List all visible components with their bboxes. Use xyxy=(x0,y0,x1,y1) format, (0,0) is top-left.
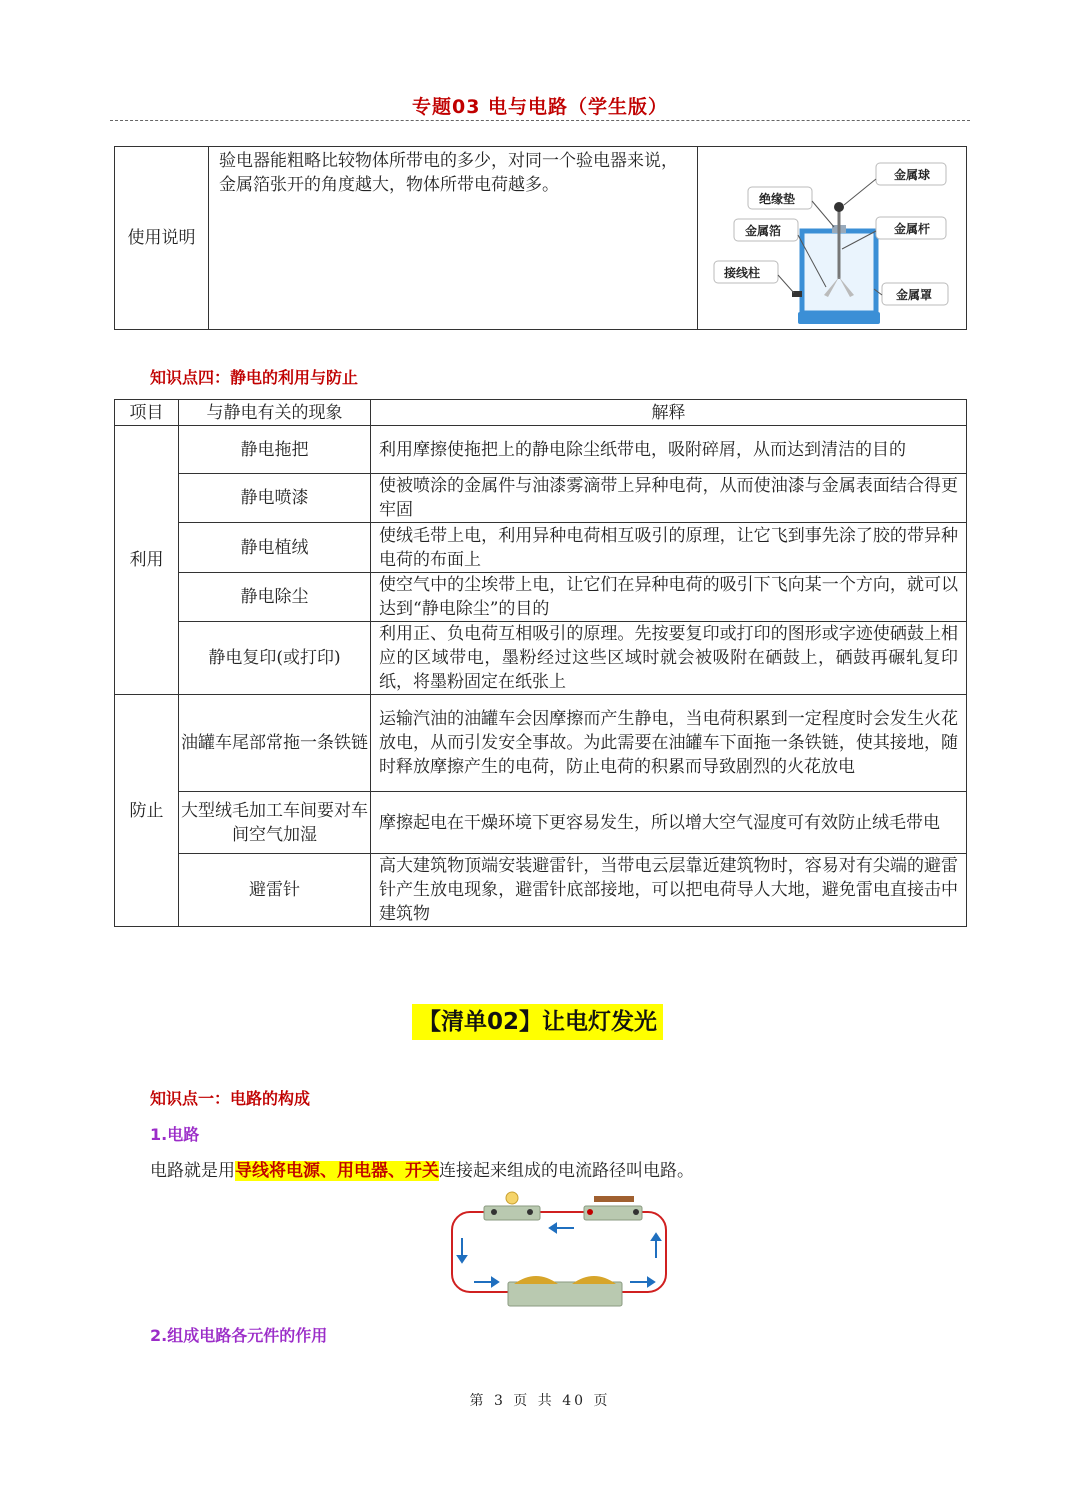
electroscope-diagram xyxy=(698,149,966,327)
table-row xyxy=(115,792,967,854)
group-use: 利用 xyxy=(115,426,179,695)
usage-label: 使用说明 xyxy=(115,147,209,330)
table-row xyxy=(115,622,967,695)
table-row xyxy=(115,854,967,927)
phenomenon-cell: 避雷针 xyxy=(179,854,371,927)
explanation-cell: 利用正、负电荷互相吸引的原理。先按要复印或打印的图形或字迹使硒鼓上相应的区域带电，墨粉经过这些区域时就会被吸附在硒鼓上，硒鼓再碾轧复印纸，将墨粉固定在纸张上 xyxy=(371,622,967,695)
label-terminal: 接线柱 xyxy=(724,266,761,280)
circuit-wire-loop xyxy=(452,1212,666,1292)
electroscope-figure-cell xyxy=(698,147,967,330)
label-insulator: 绝缘垫 xyxy=(759,192,796,206)
static-electricity-table xyxy=(114,399,967,927)
explanation-cell: 使被喷涂的金属件与油漆雾滴带上异种电荷，从而使油漆与金属表面结合得更牢固 xyxy=(371,474,967,523)
battery-holder xyxy=(508,1282,622,1306)
phenomenon-cell: 大型绒毛加工车间要对车间空气加湿 xyxy=(179,792,371,854)
para-highlight: 导线将电源、用电器、开关 xyxy=(235,1161,439,1181)
phenomenon-cell: 油罐车尾部常拖一条铁链 xyxy=(179,695,371,792)
subheading-circuit: 1.电路 xyxy=(150,1125,200,1144)
header-divider xyxy=(110,120,970,121)
table-row xyxy=(115,573,967,622)
battery-right xyxy=(572,1276,616,1284)
circuit-diagram xyxy=(444,1188,676,1312)
header-explanation: 解释 xyxy=(371,400,967,426)
phenomenon-cell: 静电除尘 xyxy=(179,573,371,622)
explanation-cell: 摩擦起电在干燥环境下更容易发生，所以增大空气湿度可有效防止绒毛带电 xyxy=(371,792,967,854)
table-row xyxy=(115,426,967,474)
circuit-definition xyxy=(150,1156,694,1181)
table-row xyxy=(115,695,967,792)
list02-title: 【清单02】让电灯发光 xyxy=(412,1004,663,1040)
explanation-cell: 使空气中的尘埃带上电，让它们在异种电荷的吸引下飞向某一个方向，就可以达到“静电除尘”的目的 xyxy=(371,573,967,622)
label-cover: 金属罩 xyxy=(896,288,933,302)
phenomenon-cell: 静电喷漆 xyxy=(179,474,371,523)
header-phenomenon: 与静电有关的现象 xyxy=(179,400,371,426)
label-rod: 金属杆 xyxy=(894,222,931,236)
battery-left xyxy=(514,1276,558,1284)
explanation-cell: 高大建筑物顶端安装避雷针，当带电云层靠近建筑物时，容易对有尖端的避雷针产生放电现象，避雷针底部接地，可以把电荷导人大地，避免雷电直接击中建筑物 xyxy=(371,854,967,927)
explanation-cell: 使绒毛带上电，利用异种电荷相互吸引的原理，让它飞到事先涂了胶的带异种电荷的布面上 xyxy=(371,523,967,573)
kp1-heading: 知识点一：电路的构成 xyxy=(150,1089,311,1108)
switch-lever xyxy=(594,1196,634,1202)
subheading-components: 2.组成电路各元件的作用 xyxy=(150,1326,328,1345)
usage-table xyxy=(114,146,967,330)
section4-heading: 知识点四：静电的利用与防止 xyxy=(150,368,359,387)
table-row xyxy=(115,523,967,573)
label-foil: 金属箔 xyxy=(745,224,782,238)
metal-ball xyxy=(834,202,844,212)
label-ball: 金属球 xyxy=(894,168,931,182)
table-header-row xyxy=(115,400,967,426)
header-item: 项目 xyxy=(115,400,179,426)
phenomenon-cell: 静电复印(或打印) xyxy=(179,622,371,695)
group-prevent: 防止 xyxy=(115,695,179,927)
explanation-cell: 利用摩擦使拖把上的静电除尘纸带电，吸附碎屑，从而达到清洁的目的 xyxy=(371,426,967,474)
para-prefix: 电路就是用 xyxy=(150,1161,235,1181)
phenomenon-cell: 静电植绒 xyxy=(179,523,371,573)
usage-text: 验电器能粗略比较物体所带电的多少，对同一个验电器来说，金属箔张开的角度越大，物体所带电荷越多。 xyxy=(209,147,698,330)
lamp-bulb xyxy=(506,1192,518,1204)
explanation-cell: 运输汽油的油罐车会因摩擦而产生静电，当电荷积累到一定程度时会发生火花放电，从而引发安全事故。为此需要在油罐车下面拖一条铁链，使其接地，随时释放摩擦产生的电荷，防止电荷的积累而导致剧烈的火花放电 xyxy=(371,695,967,792)
table-row xyxy=(115,474,967,523)
phenomenon-cell: 静电拖把 xyxy=(179,426,371,474)
page-header-title: 专题03 电与电路（学生版） xyxy=(411,96,669,118)
para-suffix: 连接起来组成的电流路径叫电路。 xyxy=(439,1161,694,1181)
page-footer: 第 3 页 共 40 页 xyxy=(469,1393,611,1409)
